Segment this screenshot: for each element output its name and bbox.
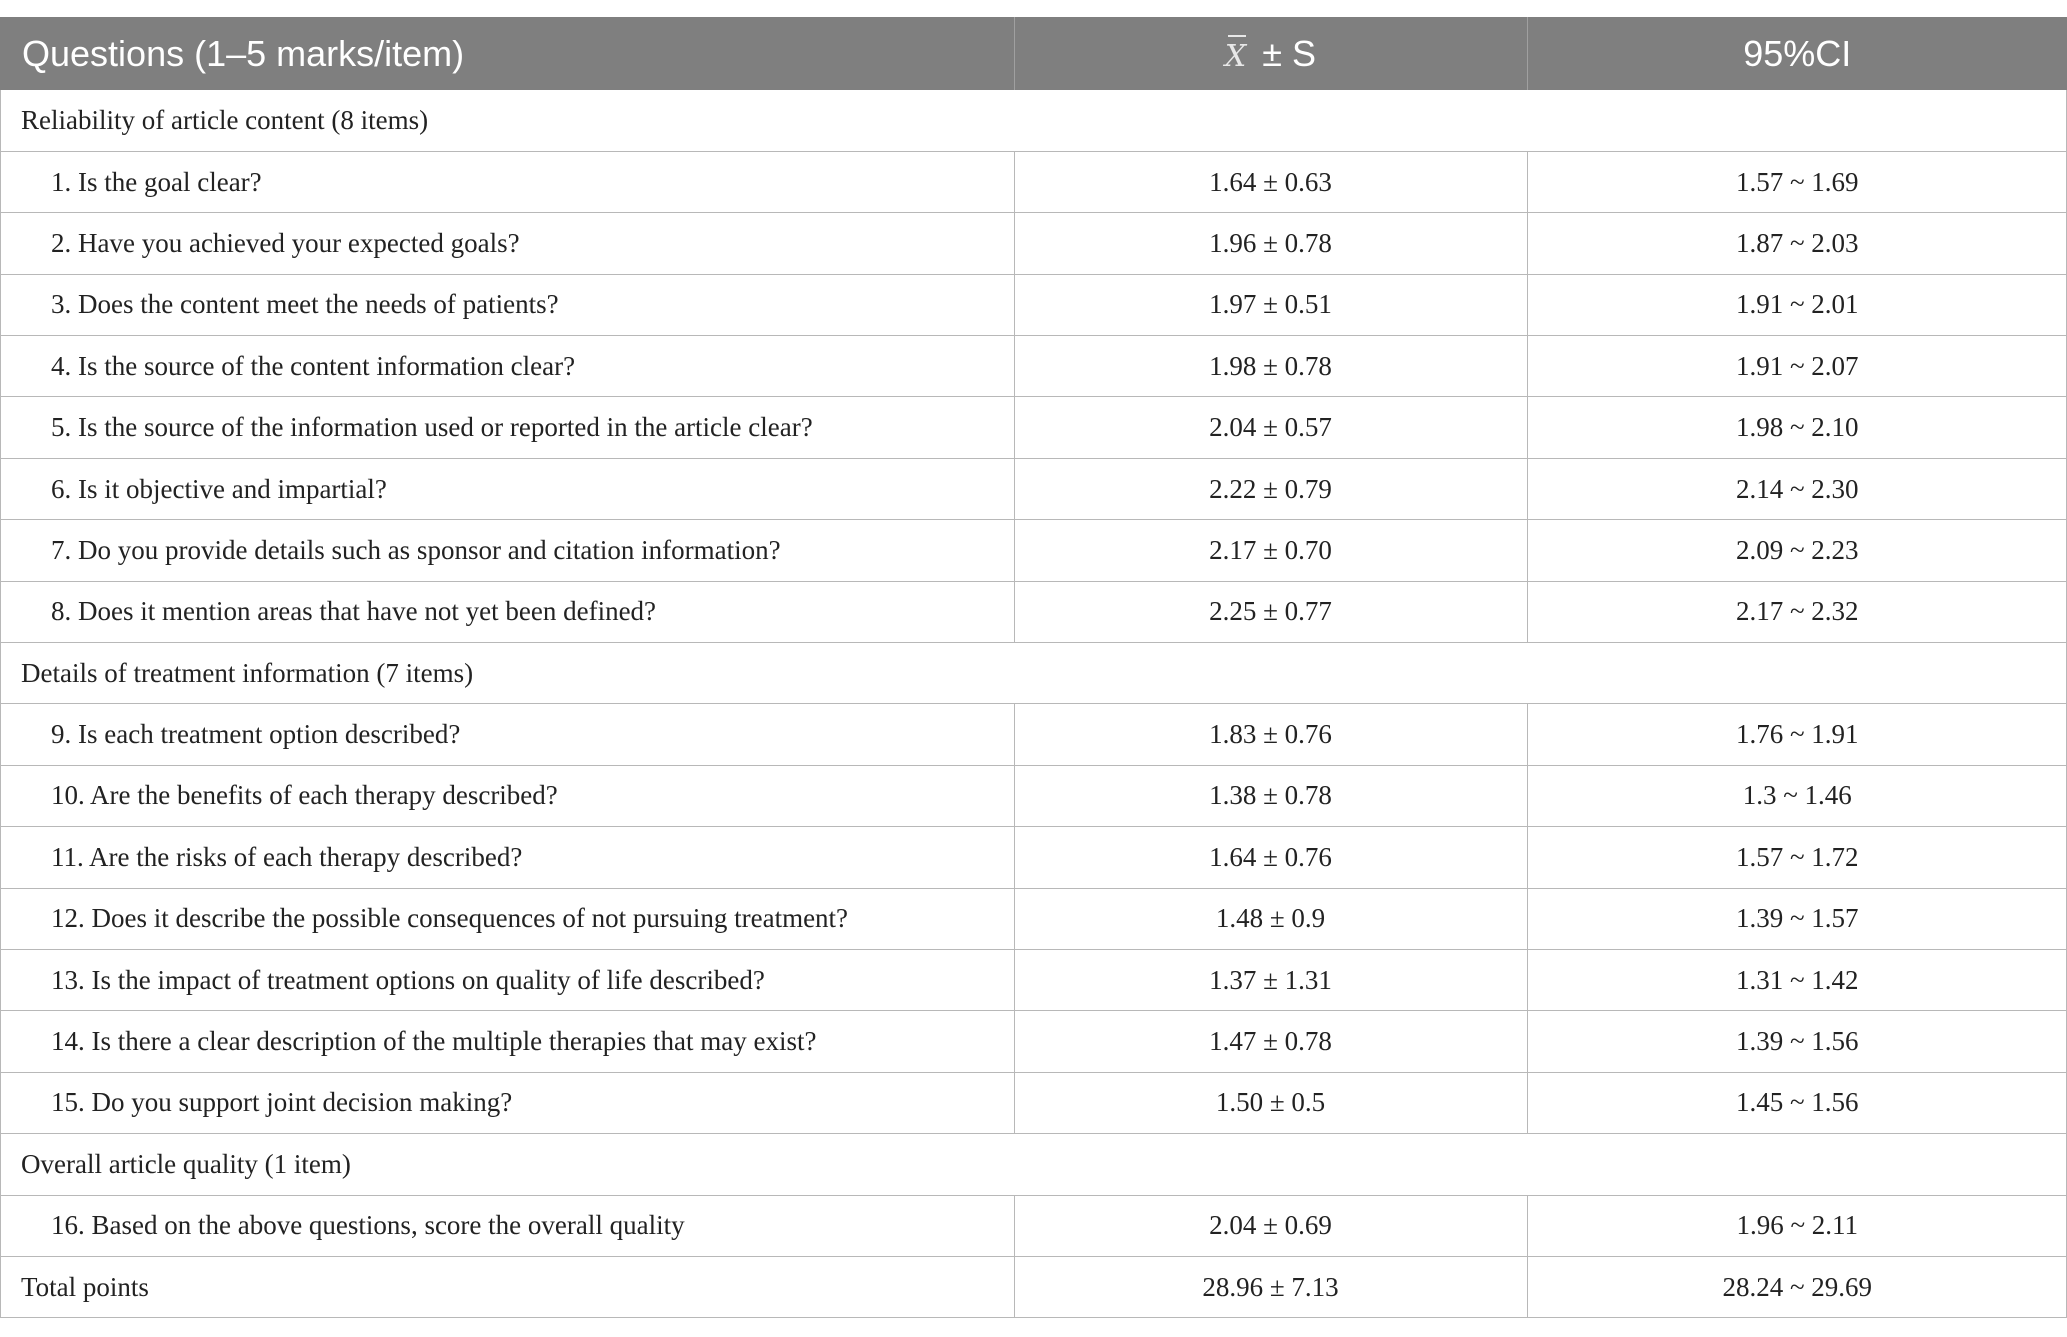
question-cell: 10. Are the benefits of each therapy described? (0, 765, 1014, 826)
total-ci: 28.24 ~ 29.69 (1527, 1256, 2067, 1317)
question-cell: 11. Are the risks of each therapy described? (0, 827, 1014, 888)
table-row (0, 213, 2067, 274)
section-title: Details of treatment information (7 items) (0, 643, 2067, 704)
ci-cell: 2.09 ~ 2.23 (1527, 520, 2067, 581)
question-cell: 13. Is the impact of treatment options on quality of life described? (0, 949, 1014, 1010)
table-row (0, 581, 2067, 642)
question-cell: 6. Is it objective and impartial? (0, 458, 1014, 519)
question-cell: 2. Have you achieved your expected goals? (0, 213, 1014, 274)
table-row (0, 704, 2067, 765)
ci-cell: 1.3 ~ 1.46 (1527, 765, 2067, 826)
table-row (0, 827, 2067, 888)
ci-cell: 1.98 ~ 2.10 (1527, 397, 2067, 458)
section-row (0, 643, 2067, 704)
total-label: Total points (0, 1256, 1014, 1317)
mean-sd-cell: 2.22 ± 0.79 (1014, 458, 1527, 519)
ci-cell: 1.87 ~ 2.03 (1527, 213, 2067, 274)
header-ci: 95%CI (1743, 32, 1852, 74)
total-mean-sd: 28.96 ± 7.13 (1014, 1256, 1527, 1317)
mean-sd-cell: 1.64 ± 0.63 (1014, 151, 1527, 212)
mean-sd-cell: 1.97 ± 0.51 (1014, 274, 1527, 335)
table-row (0, 458, 2067, 519)
mean-sd-cell: 2.25 ± 0.77 (1014, 581, 1527, 642)
question-cell: 15. Do you support joint decision making? (0, 1072, 1014, 1133)
question-cell: 5. Is the source of the information used or reported in the article clear? (0, 397, 1014, 458)
ci-cell: 1.76 ~ 1.91 (1527, 704, 2067, 765)
ci-cell: 1.39 ~ 1.57 (1527, 888, 2067, 949)
header-mean-sd (1014, 17, 1527, 90)
mean-bar-mark (1228, 35, 1246, 37)
question-cell: 8. Does it mention areas that have not yet been defined? (0, 581, 1014, 642)
ci-cell: 1.96 ~ 2.11 (1527, 1195, 2067, 1256)
mean-sd-cell: 1.38 ± 0.78 (1014, 765, 1527, 826)
mean-sd-cell: 1.98 ± 0.78 (1014, 336, 1527, 397)
table-row (0, 520, 2067, 581)
ci-cell: 1.31 ~ 1.42 (1527, 949, 2067, 1010)
mean-sd-cell: 2.04 ± 0.57 (1014, 397, 1527, 458)
ci-cell: 2.14 ~ 2.30 (1527, 458, 2067, 519)
mean-symbol (1225, 39, 1246, 74)
table-row (0, 151, 2067, 212)
table-row (0, 765, 2067, 826)
mean-sd-cell: 1.37 ± 1.31 (1014, 949, 1527, 1010)
question-cell: 3. Does the content meet the needs of patients? (0, 274, 1014, 335)
score-table (0, 17, 2067, 1318)
mean-sd-cell: 1.83 ± 0.76 (1014, 704, 1527, 765)
ci-cell: 1.91 ~ 2.01 (1527, 274, 2067, 335)
table-row (0, 397, 2067, 458)
mean-sd-cell: 2.17 ± 0.70 (1014, 520, 1527, 581)
header-questions: Questions (1–5 marks/item) (0, 17, 1014, 90)
section-title: Overall article quality (1 item) (0, 1134, 2067, 1195)
table-row (0, 274, 2067, 335)
question-cell: 1. Is the goal clear? (0, 151, 1014, 212)
question-cell: 14. Is there a clear description of the multiple therapies that may exist? (0, 1011, 1014, 1072)
question-cell: 4. Is the source of the content information clear? (0, 336, 1014, 397)
mean-suffix: ± S (1262, 32, 1317, 74)
mean-sd-cell: 2.04 ± 0.69 (1014, 1195, 1527, 1256)
table-body (0, 90, 2067, 1318)
ci-cell: 2.17 ~ 2.32 (1527, 581, 2067, 642)
ci-cell: 1.91 ~ 2.07 (1527, 336, 2067, 397)
question-cell: 12. Does it describe the possible consequences of not pursuing treatment? (0, 888, 1014, 949)
table-row (0, 949, 2067, 1010)
ci-cell: 1.45 ~ 1.56 (1527, 1072, 2067, 1133)
table-row (0, 1072, 2067, 1133)
score-table-container (0, 17, 2067, 1318)
mean-sd-cell: 1.47 ± 0.78 (1014, 1011, 1527, 1072)
section-title: Reliability of article content (8 items) (0, 90, 2067, 151)
header-row (0, 17, 2067, 90)
ci-cell: 1.57 ~ 1.72 (1527, 827, 2067, 888)
table-header (0, 17, 2067, 90)
section-row (0, 90, 2067, 151)
section-row (0, 1134, 2067, 1195)
table-row (0, 888, 2067, 949)
table-row (0, 1195, 2067, 1256)
mean-sd-cell: 1.96 ± 0.78 (1014, 213, 1527, 274)
table-row (0, 1011, 2067, 1072)
total-row (0, 1256, 2067, 1317)
table-row (0, 336, 2067, 397)
question-cell: 16. Based on the above questions, score the overall quality (0, 1195, 1014, 1256)
mean-sd-cell: 1.64 ± 0.76 (1014, 827, 1527, 888)
mean-sd-cell: 1.50 ± 0.5 (1014, 1072, 1527, 1133)
mean-sd-cell: 1.48 ± 0.9 (1014, 888, 1527, 949)
ci-cell: 1.57 ~ 1.69 (1527, 151, 2067, 212)
mean-symbol-letter: X (1224, 38, 1247, 74)
question-cell: 7. Do you provide details such as sponsor and citation information? (0, 520, 1014, 581)
ci-cell: 1.39 ~ 1.56 (1527, 1011, 2067, 1072)
question-cell: 9. Is each treatment option described? (0, 704, 1014, 765)
